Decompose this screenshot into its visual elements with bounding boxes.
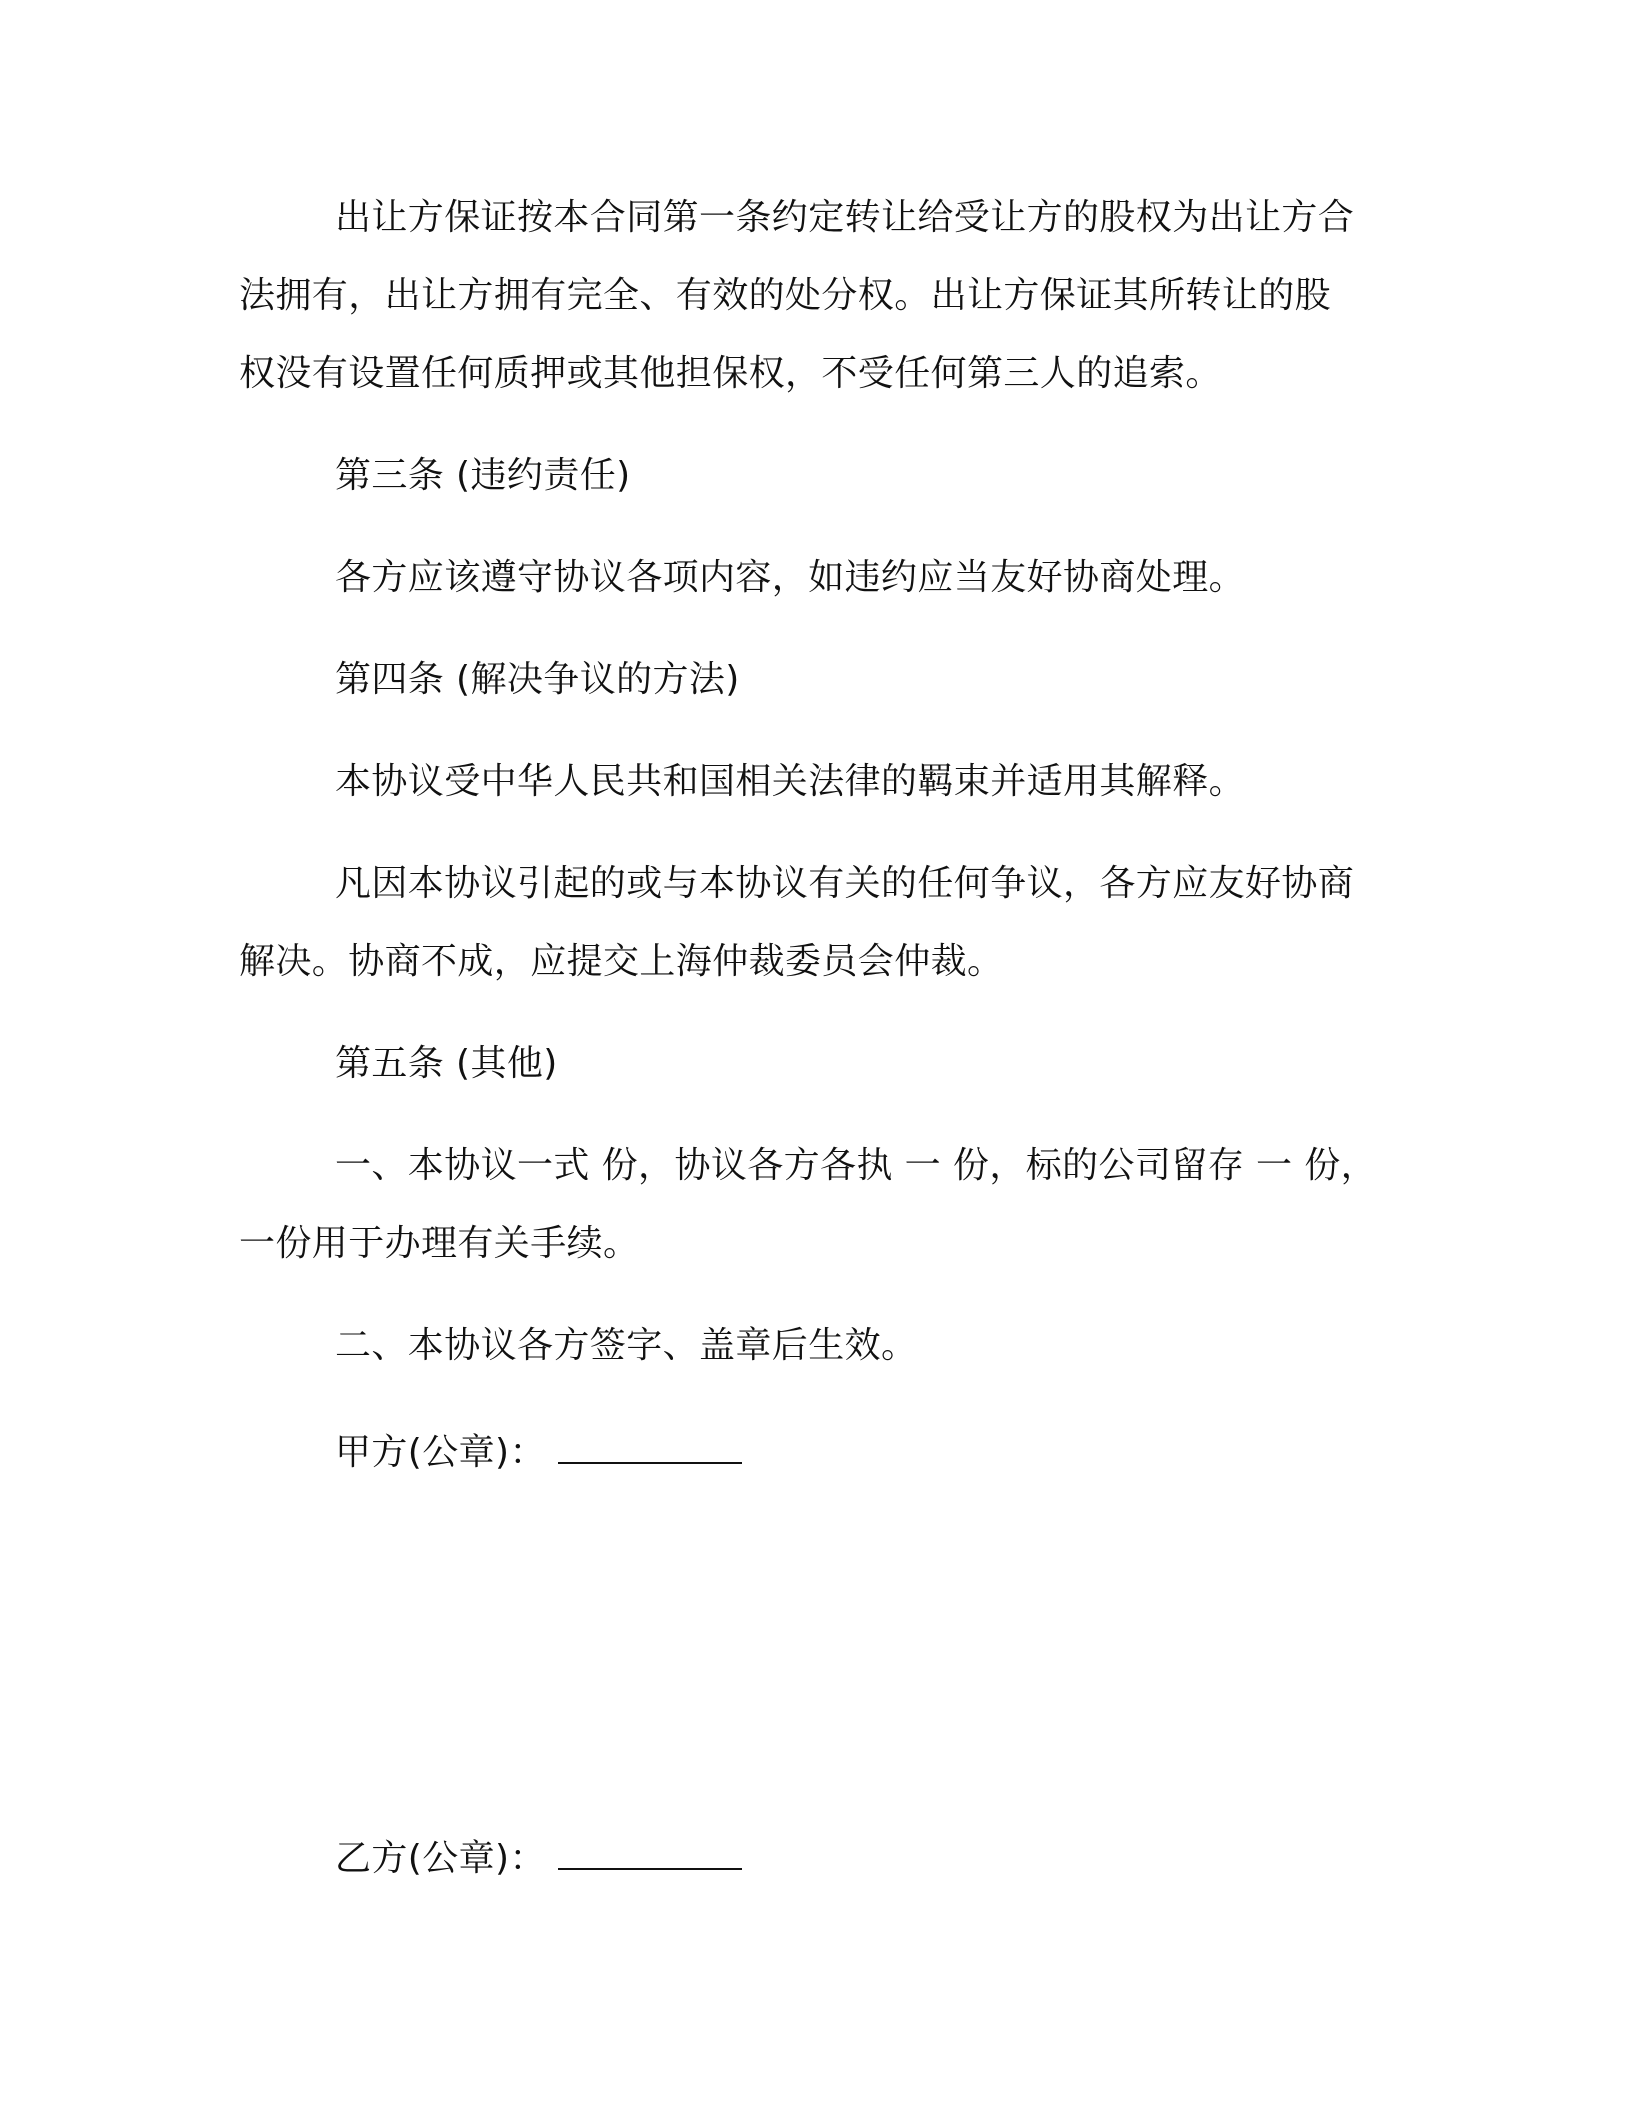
warranty-clause-line-1: 出让方保证按本合同第一条约定转让给受让方的股权为出让方合 xyxy=(335,197,1355,238)
article-5-item-1-line-2: 一份用于办理有关手续。 xyxy=(239,1223,640,1264)
party-b-label: 乙方(公章)： xyxy=(335,1838,546,1879)
article-4-dispute-line-2: 解决。协商不成，应提交上海仲裁委员会仲裁。 xyxy=(239,941,1004,982)
article-4-governing-law: 本协议受中华人民共和国相关法律的羁束并适用其解释。 xyxy=(335,761,1246,802)
warranty-clause-line-2: 法拥有，出让方拥有完全、有效的处分权。出让方保证其所转让的股 xyxy=(239,275,1332,316)
party-a-signature xyxy=(335,1426,1485,1475)
party-a-label: 甲方(公章)： xyxy=(335,1432,546,1473)
party-b-signature-blank xyxy=(558,1832,742,1870)
article-3-body: 各方应该遵守协议各项内容，如违约应当友好协商处理。 xyxy=(335,557,1246,598)
party-b-signature xyxy=(335,1832,1485,1881)
party-a-signature-blank xyxy=(558,1426,742,1464)
article-4-dispute-line-1: 凡因本协议引起的或与本协议有关的任何争议，各方应友好协商 xyxy=(335,863,1355,904)
article-5-item-2: 二、本协议各方签字、盖章后生效。 xyxy=(335,1325,918,1366)
article-5-heading: 第五条 (其他) xyxy=(335,1043,558,1084)
article-5-item-1-line-1: 一、本协议一式 份，协议各方各执 一 份，标的公司留存 一 份， xyxy=(335,1145,1378,1186)
article-3-heading: 第三条 (违约责任) xyxy=(335,455,631,496)
article-4-heading: 第四条 (解决争议的方法) xyxy=(335,659,740,700)
warranty-clause-line-3: 权没有设置任何质押或其他担保权，不受任何第三人的追索。 xyxy=(239,353,1222,394)
